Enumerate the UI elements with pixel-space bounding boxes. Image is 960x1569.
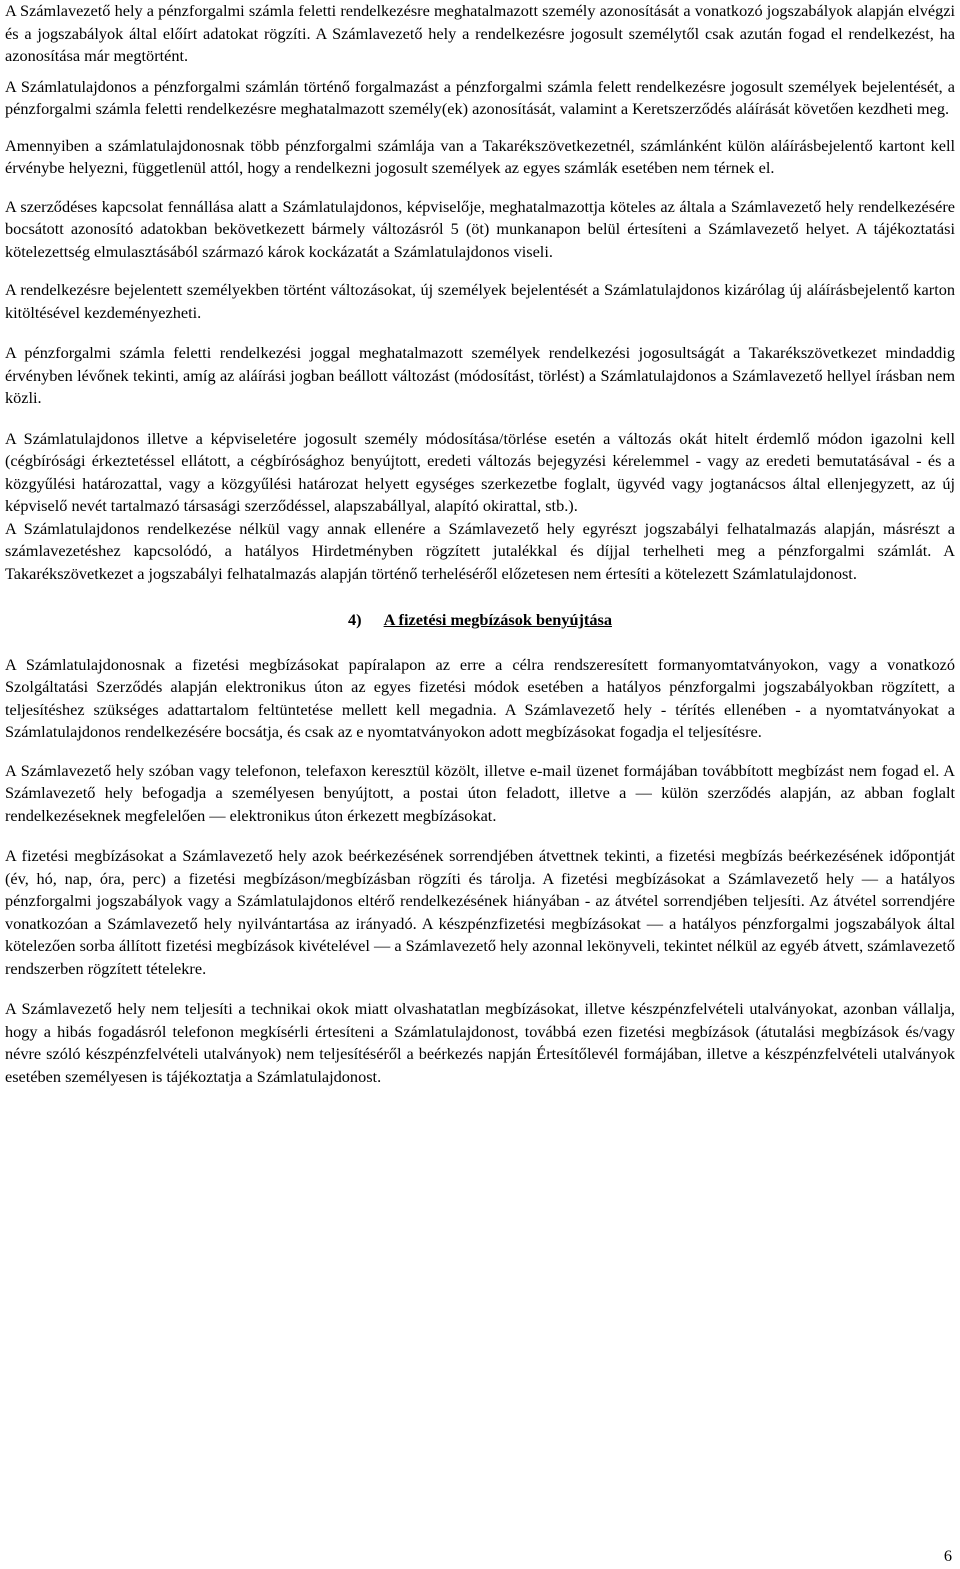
- document-page: [5, 0, 955, 1088]
- paragraph-fee-debiting: A Számlatulajdonos rendelkezése nélkül vagy annak ellenére a Számlavezető hely egyrészt jogszabályi felhatalmazás alapján, másrészt a számlavezetéshez kapcsolódó, a hatályos Hirdetményben rögzített jutalékkal és díjjal terhelheti meg a pénzforgalmi számlát. A Takarékszövetkezet a jogszabályi felhatalmazás alapján történő terheléséről előzetesen nem értesíti a kötelezett Számlatulajdonost.: [5, 518, 955, 583]
- paragraph-signatory-identification: A Számlavezető hely a pénzforgalmi számla feletti rendelkezésre meghatalmazott személy azonosítását a vonatkozó jogszabályok alapján elvégzi és a jogszabályok által előírt adatokat rögzíti. A Számlavezető hely a rendelkezésre jogosult személytől csak azután fogad el rendelkezést, ha azonosítása már megtörtént.: [5, 1, 955, 65]
- paragraph-account-start: A Számlatulajdonos a pénzforgalmi számlán történő forgalmazást a pénzforgalmi számla felett rendelkezésre jogosult személyek bejelentését, a pénzforgalmi számla feletti rendelkezésre meghatalmazott személy(ek) azonosítását, valamint a Keretszerződés aláírását követően kezdheti meg.: [5, 76, 955, 118]
- paragraph-authorization-validity: A pénzforgalmi számla feletti rendelkezési joggal meghatalmazott személyek rendelkezési jogosultságát a Takarékszövetkezet mindaddig érvényben lévőnek tekinti, amíg az aláírási jogban beállott változást (módosítást, törlést) a Számlatulajdonos a Számlavezető hellyel írásban nem közli.: [5, 343, 955, 407]
- paragraph-order-submission-forms: A Számlatulajdonosnak a fizetési megbízásokat papíralapon az erre a célra rendszeresített formanyomtatványokon, vagy a vonatkozó Szolgáltatási Szerződés alapján elektronikus úton az egyes fizetési módok esetében a hatályos pénzforgalmi jogszabályokban rögzített, a teljesítéshez szükséges adattartalom feltüntetése mellett kell megadnia. A Számlavezető hely - térítés ellenében - a nyomtatványokat a Számlatulajdonos rendelkezésére bocsátja, és csak az e nyomtatványokon adott megbízásokat fogadja el teljesítésre.: [5, 654, 955, 741]
- paragraph-order-sequence: A fizetési megbízásokat a Számlavezető hely azok beérkezésének sorrendjében átvettnek tekinti, a fizetési megbízás beérkezésének időpontját (év, hó, nap, óra, perc) a fizetési megbízáson/megbízásban rögzíti és tárolja. A fizetési megbízásokat a Számlavezető hely — a hatályos pénzforgalmi jogszabályok vagy a Számlatulajdonos eltérő rendelkezésének hiányában - az átvétel sorrendjében teljesíti. Az átvétel sorrendjére vonatkozóan a Számlavezető hely nyilvántartása az irányadó. A készpénzfizetési megbízásokat — a hatályos pénzforgalmi jogszabályok által kötelezően sorba állított fizetési megbízások kivételével — a Számlavezető hely azonnal lekönyveli, tekintet nélkül az egyéb átvett, számlavezető rendszerben rögzített tételekre.: [5, 846, 955, 978]
- paragraph-accepted-channels: A Számlavezető hely szóban vagy telefonon, telefaxon keresztül közölt, illetve e-mail üzenet formájában továbbított megbízást nem fogad el. A Számlavezető hely befogadja a személyesen benyújtott, a postai úton feladott, illetve a — külön szerződés alapján, az abban foglalt rendelkezéseknek megfelelően — elektronikus úton érkezett megbízásokat.: [5, 760, 955, 825]
- paragraph-representative-change: A Számlatulajdonos illetve a képviseletére jogosult személy módosítása/törlése esetén a változás okát hitelt érdemlő módon igazolni kell (cégbírósági érkeztetéssel ellátott, a cégbírósághoz benyújtott, eredeti változás bejegyzési kérelemmel - vagy az eredeti bemutatásával - és a közgyűlési határozattal, vagy a közgyűlési határozat helyett egységes szerkezetbe foglalt, ügyvéd vagy jogtanácsos által ellenjegyzett, az új képviselő nevét tartalmazó társasági szerződéssel, alapszabállyal, alapító okirattal, stb.).: [5, 428, 955, 515]
- paragraph-unreadable-orders: A Számlavezető hely nem teljesíti a technikai okok miatt olvashatatlan megbízásokat, illetve készpénzfelvételi utalványokat, azonban vállalja, hogy a hibás fogadásról telefonon megkísérli értesíteni a Számlatulajdonost, továbbá ezen fizetési megbízások (átutalási megbízások és/vagy névre szóló készpénzfelvételi utalványok) nem teljesítéséről a beérkezés napján Értesítőlevél formájában, illetve a készpénzfelvételi utalványok esetében személyesen is tájékoztatja a Számlatulajdonost.: [5, 999, 955, 1086]
- page-number: 6: [943, 1546, 952, 1565]
- section-heading: [5, 609, 955, 632]
- paragraph-data-change-notification: A szerződéses kapcsolat fennállása alatt a Számlatulajdonos, képviselője, meghatalmazottja köteles az általa a Számlavezető hely rendelkezésére bocsátott azonosító adatokban bekövetkezett bármely változásról 5 (öt) munkanapon belül értesíteni a Számlavezető helyet. A tájékoztatási kötelezettség elmulasztásából származó károk kockázatát a Számlatulajdonos viseli.: [5, 196, 955, 261]
- paragraph-multiple-accounts: Amennyiben a számlatulajdonosnak több pénzforgalmi számlája van a Takarékszövetkezetnél, számlánként külön aláírásbejelentő kartont kell érvénybe helyezni, függetlenül attól, hogy a rendelkezni jogosult személyek az egyes számlák esetében nem térnek el.: [5, 135, 955, 177]
- section-number: 4): [348, 610, 362, 629]
- paragraph-new-signatories: A rendelkezésre bejelentett személyekben történt változásokat, új személyek bejelentését a Számlatulajdonos kizárólag új aláírásbejelentő karton kitöltésével kezdeményezheti.: [5, 280, 955, 322]
- section-title: A fizetési megbízások benyújtása: [383, 610, 612, 629]
